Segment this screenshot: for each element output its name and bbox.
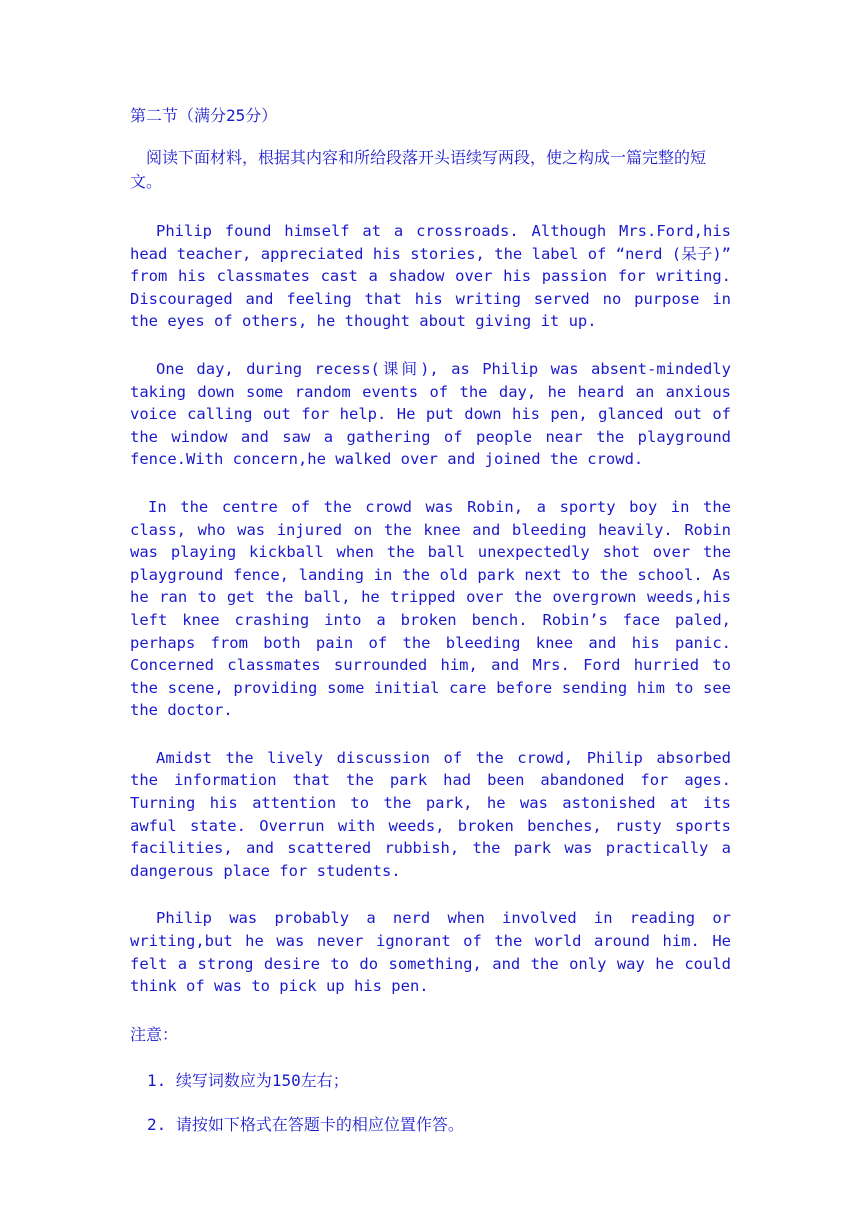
passage-paragraph-5: Philip was probably a nerd when involved in reading or writing,but he was never ignorant of the world around him. He felt a strong desire to do something, and the only way he could think of was to pick up his pen. — [130, 909, 731, 996]
note-item-answer-format: 2. 请按如下格式在答题卡的相应位置作答。 — [147, 1114, 464, 1134]
passage-paragraph-2: One day, during recess(课间), as Philip was absent-mindedly taking down some random events of the day, he heard an anxious voice calling out for help. He put down his pen, glanced out of the window and saw a gathering of people near the playground fence.With concern,he walked over and joined the crowd. — [130, 359, 731, 469]
note-item-word-count: 1. 续写词数应为150左右； — [147, 1070, 349, 1090]
task-instruction: 阅读下面材料，根据其内容和所给段落开头语续写两段，使之构成一篇完整的短文。 — [130, 148, 707, 191]
section-heading: 第二节（满分25分） — [130, 106, 278, 125]
passage-paragraph-3: In the centre of the crowd was Robin, a sporty boy in the class, who was injured on the knee and bleeding heavily. Robin was playing kickball when the ball unexpectedly shot over the playground fence, landing in the old park next to the school. As he ran to get the ball, he tripped over the overgrown weeds,his left knee crashing into a broken bench. Robin’s face paled, perhaps from both pain of the bleeding knee and his panic. Concerned classmates surrounded him, and Mrs. Ford hurried to the scene, providing some initial care before sending him to see the doctor. — [130, 497, 731, 720]
passage-paragraph-4: Amidst the lively discussion of the crowd, Philip absorbed the information that the park had been abandoned for ages. Turning his attention to the park, he was astonished at its awful state. Overrun with weeds, broken benches, rusty sports facilities, and scattered rubbish, the park was practically a dangerous place for students. — [130, 748, 731, 880]
exam-page — [130, 104, 731, 1157]
notes-title: 注意： — [130, 1024, 179, 1044]
passage-paragraph-1: Philip found himself at a crossroads. Although Mrs.Ford,his head teacher, appreciated his stories, the label of “nerd (呆子)” from his classmates cast a shadow over his passion for writing. Discouraged and feeling that his writing served no purpose in the eyes of others, he thought about giving it up. — [130, 222, 731, 331]
